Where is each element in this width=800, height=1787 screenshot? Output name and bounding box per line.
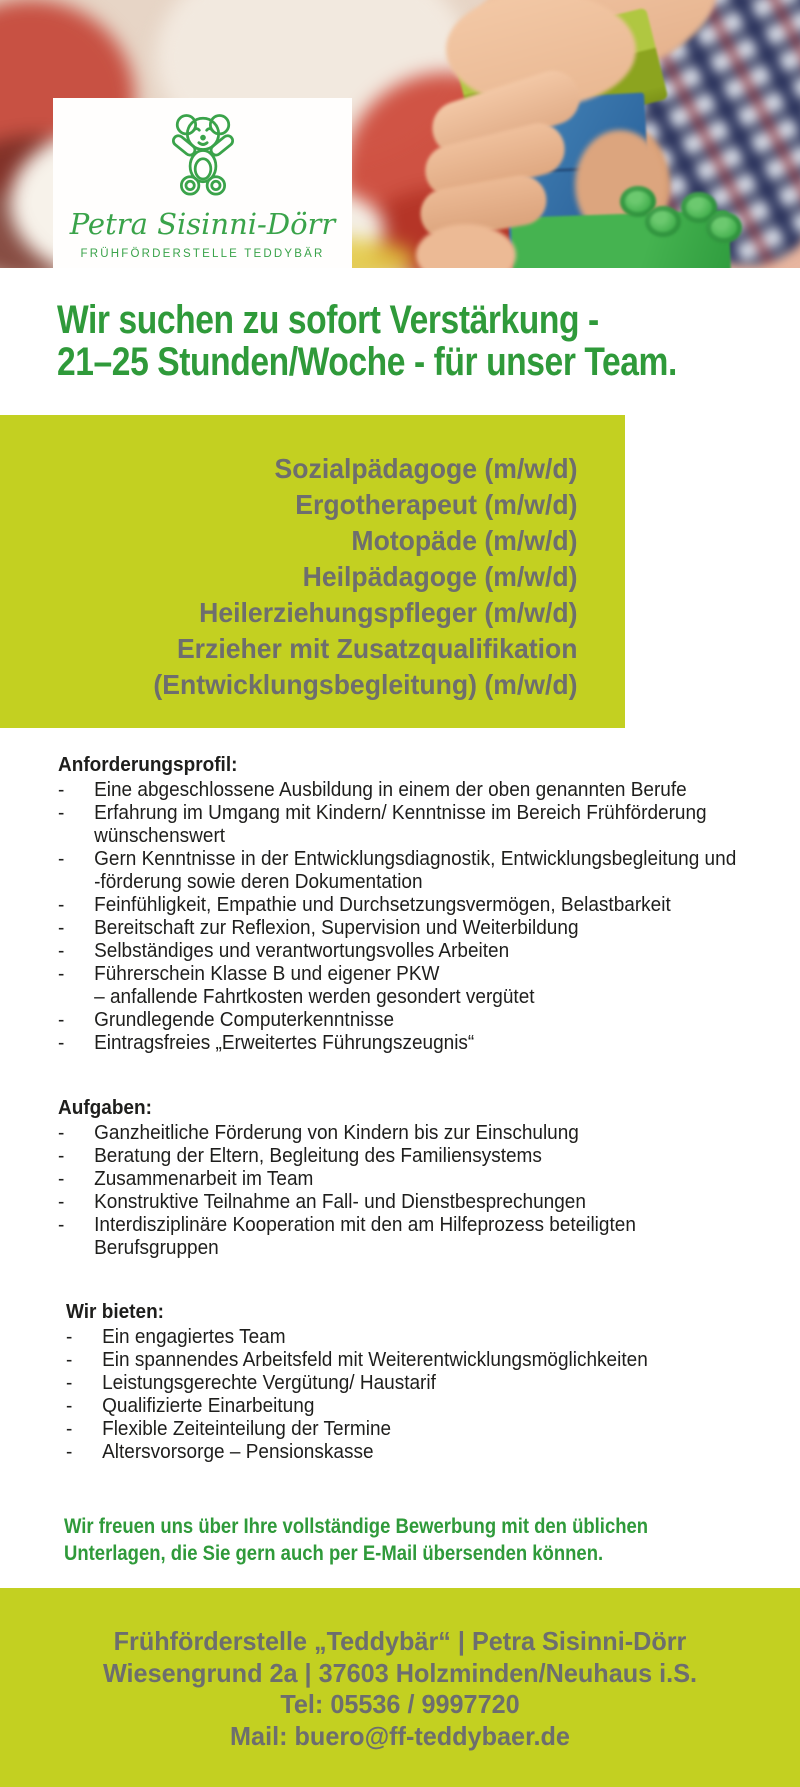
bullet-text: wünschenswert (94, 825, 226, 847)
section-requirements (58, 753, 772, 1055)
bullet-dash: - (66, 1326, 73, 1348)
bullet-row (58, 871, 736, 894)
bullet-row (58, 779, 736, 802)
headline-line-1: Wir suchen zu sofort Verstärkung - (57, 298, 599, 342)
bullet-row (66, 1326, 648, 1349)
bullet-row (58, 825, 736, 848)
bullet-dash: - (66, 1372, 73, 1394)
bullet-dash: - (58, 848, 65, 870)
logo-card (53, 98, 352, 268)
bullet-text: Ganzheitliche Förderung von Kindern bis zur Einschulung (94, 1122, 579, 1144)
bullet-row (58, 1122, 636, 1145)
footer-line: Mail: buero@ff-teddybaer.de (230, 1720, 570, 1751)
bullet-row (58, 894, 736, 917)
bullet-text: Ein engagiertes Team (102, 1326, 286, 1348)
closing-line-1: Wir freuen uns über Ihre vollständige Bewerbung mit den üblichen (64, 1515, 649, 1538)
bullet-row (58, 917, 736, 940)
bullet-dash: - (66, 1418, 73, 1440)
bullet-text: – anfallende Fahrtkosten werden gesondert vergütet (94, 986, 535, 1008)
positions-panel (0, 415, 625, 728)
bullet-dash: - (58, 963, 65, 985)
logo-name: Petra Sisinni-Dörr (69, 207, 336, 241)
position-item: Sozialpädagoge (m/w/d) (274, 453, 578, 484)
bullet-dash: - (58, 1214, 65, 1236)
bullet-text: Zusammenarbeit im Team (94, 1168, 314, 1190)
bullet-dash (58, 825, 94, 848)
headline-line-2: 21–25 Stunden/Woche - für unser Team. (57, 340, 677, 384)
bullet-row (58, 802, 736, 825)
section-heading: Anforderungsprofil: (58, 754, 238, 776)
footer-line: Tel: 05536 / 9997720 (280, 1689, 520, 1719)
bullet-dash: - (58, 1168, 65, 1190)
headline (57, 299, 795, 383)
bullet-text: -förderung sowie deren Dokumentation (94, 871, 423, 893)
bullet-dash: - (66, 1395, 73, 1417)
bullet-dash (58, 1237, 94, 1260)
bullet-dash: - (58, 802, 65, 824)
bullet-dash: - (58, 1032, 65, 1054)
footer-contact (12, 1588, 788, 1752)
bullet-row (58, 1145, 636, 1168)
section-heading: Wir bieten: (66, 1301, 164, 1323)
bullet-text: Altersvorsorge – Pensionskasse (102, 1441, 374, 1463)
bullet-dash: - (58, 940, 65, 962)
bullet-text: Eine abgeschlossene Ausbildung in einem der oben genannten Berufe (94, 779, 687, 801)
position-item: Ergotherapeut (m/w/d) (295, 489, 578, 520)
bullet-text: Interdisziplinäre Kooperation mit den am Hilfeprozess beteiligten (94, 1214, 636, 1236)
bullet-row (58, 940, 736, 963)
bullet-text: Berufsgruppen (94, 1237, 219, 1259)
bullet-text: Führerschein Klasse B und eigener PKW (94, 963, 440, 985)
bullet-text: Feinfühligkeit, Empathie und Durchsetzungsvermögen, Belastbarkeit (94, 894, 671, 916)
bullet-row (66, 1441, 648, 1464)
position-item: Erzieher mit Zusatzqualifikation (176, 633, 578, 664)
bullet-text: Grundlegende Computerkenntnisse (94, 1009, 395, 1031)
position-item: Heilerziehungspfleger (m/w/d) (199, 597, 578, 628)
logo-tagline: FRÜHFÖRDERSTELLE TEDDYBÄR (80, 248, 325, 260)
bullet-row (58, 1214, 636, 1237)
position-item: Heilpädagoge (m/w/d) (302, 561, 578, 592)
bullet-row (58, 1009, 736, 1032)
footer-line: Wiesengrund 2a | 37603 Holzminden/Neuhaus i.S. (102, 1657, 698, 1688)
bullet-dash: - (58, 1145, 65, 1167)
bullet-text: Bereitschaft zur Reflexion, Supervision und Weiterbildung (94, 917, 579, 939)
position-item: Motopäde (m/w/d) (351, 525, 578, 556)
bullet-dash (58, 986, 94, 1009)
bullet-text: Flexible Zeiteinteilung der Termine (102, 1418, 392, 1440)
hero-photo (0, 0, 800, 268)
bullet-text: Konstruktive Teilnahme an Fall- und Dienstbesprechungen (94, 1191, 586, 1213)
bullet-dash: - (66, 1349, 73, 1371)
bullet-row (66, 1349, 648, 1372)
bullet-text: Ein spannendes Arbeitsfeld mit Weiterentwicklungsmöglichkeiten (102, 1349, 648, 1371)
bullet-row (58, 963, 736, 986)
position-item: (Entwicklungsbegleitung) (m/w/d) (153, 669, 578, 700)
section-heading: Aufgaben: (58, 1097, 152, 1119)
bullet-text: Gern Kenntnisse in der Entwicklungsdiagnostik, Entwicklungsbegleitung und (94, 848, 737, 870)
closing-note (64, 1513, 728, 1567)
bullet-dash: - (58, 1122, 65, 1144)
bullet-dash: - (66, 1441, 73, 1463)
bullet-text: Selbständiges und verantwortungsvolles Arbeiten (94, 940, 510, 962)
bullet-dash: - (58, 1009, 65, 1031)
section-tasks (58, 1096, 666, 1260)
bullet-row (58, 1032, 736, 1055)
bullet-text: Leistungsgerechte Vergütung/ Haustarif (102, 1372, 436, 1394)
bullet-row (58, 1168, 636, 1191)
bullet-text: Beratung der Eltern, Begleitung des Familiensystems (94, 1145, 542, 1167)
bullet-row (66, 1372, 648, 1395)
bullet-dash: - (58, 1191, 65, 1213)
bullet-row (58, 1237, 636, 1260)
bullet-row (58, 986, 736, 1009)
footer-panel (0, 1588, 800, 1787)
bullet-row (66, 1395, 648, 1418)
bullet-row (66, 1418, 648, 1441)
bullet-text: Eintragsfreies „Erweitertes Führungszeugnis“ (94, 1032, 475, 1054)
bullet-dash: - (58, 917, 65, 939)
section-offers (66, 1300, 678, 1464)
bullet-row (58, 1191, 636, 1214)
duplo-stud (706, 212, 742, 243)
footer-line: Frühförderstelle „Teddybär“ | Petra Sisinni-Dörr (113, 1626, 687, 1656)
bullet-dash: - (58, 894, 65, 916)
bullet-text: Erfahrung im Umgang mit Kindern/ Kenntnisse im Bereich Frühförderung (94, 802, 707, 824)
duplo-stud (645, 206, 681, 237)
bullet-text: Qualifizierte Einarbeitung (102, 1395, 315, 1417)
teddy-bear-icon (157, 110, 249, 202)
bullet-dash (58, 871, 94, 894)
bullet-dash: - (58, 779, 65, 801)
closing-line-2: Unterlagen, die Sie gern auch per E-Mail übersenden können. (64, 1542, 604, 1565)
bullet-row (58, 848, 736, 871)
